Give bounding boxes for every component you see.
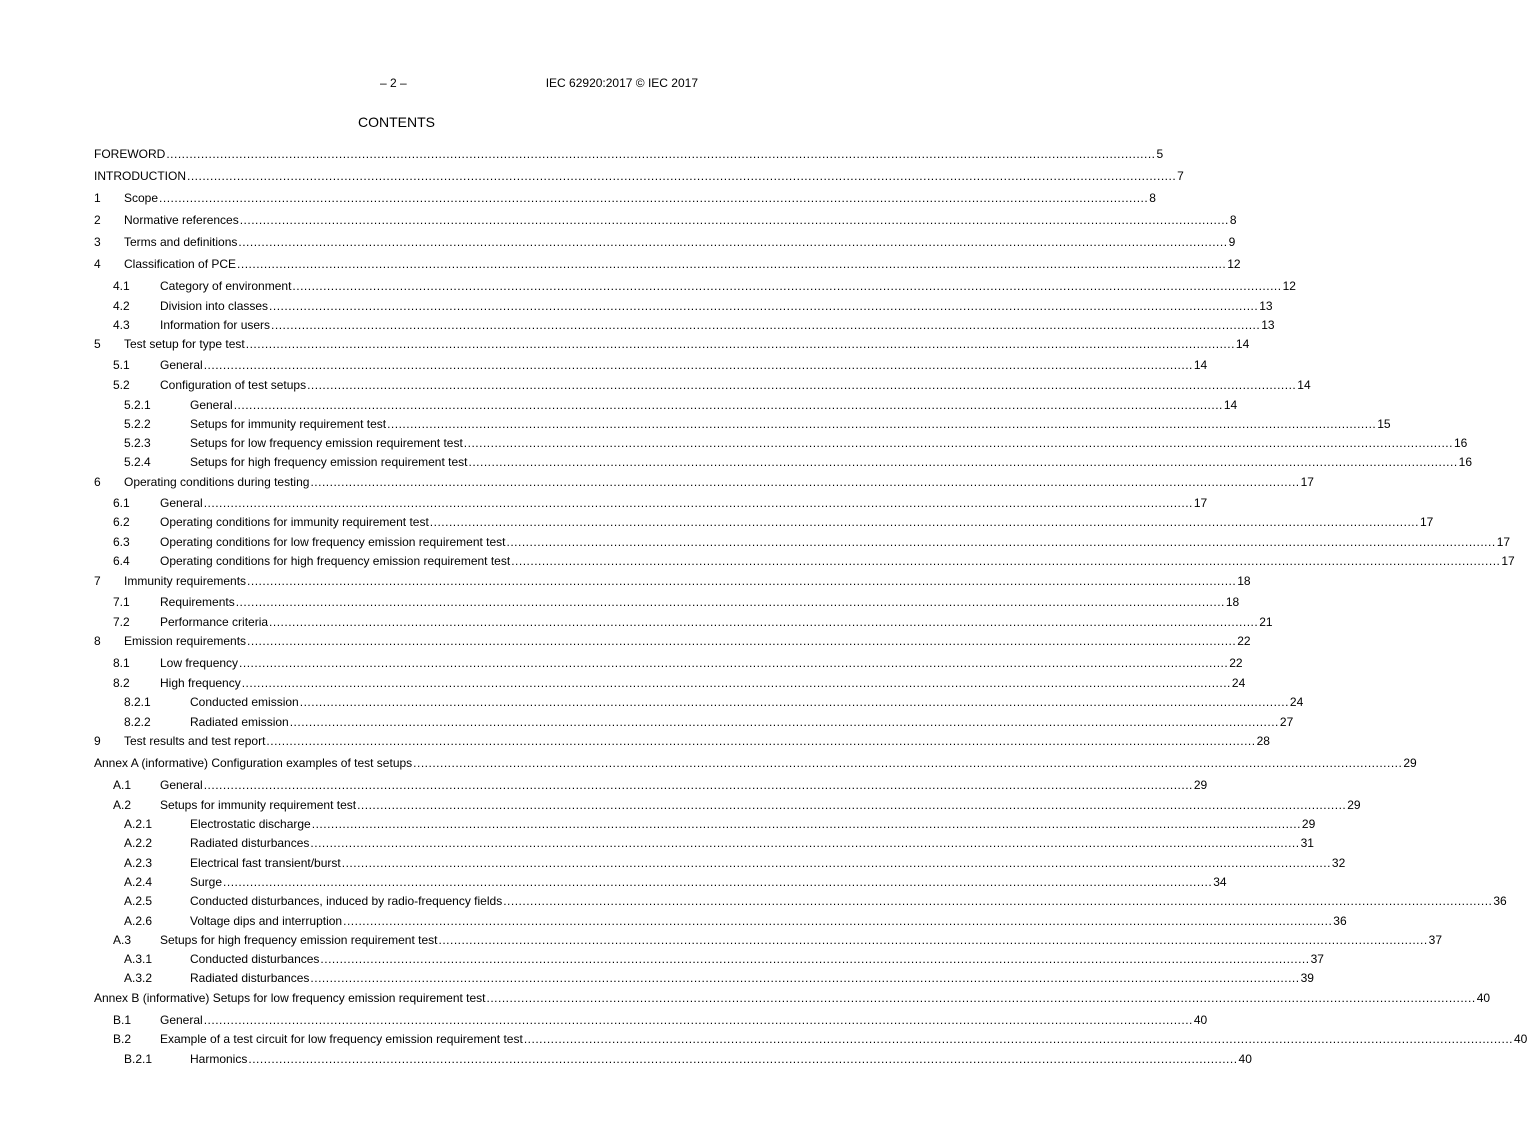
toc-dot-leader: .................................................................................................................................................................................................................................................................. [237,257,1227,271]
toc-entry-label: FOREWORD [94,147,166,161]
toc-entry[interactable] [94,454,1473,470]
toc-entry-page: 14 [1235,337,1250,351]
toc-entry-label: INTRODUCTION [94,169,186,183]
toc-entry-page: 29 [1347,798,1361,812]
toc-entry-label: Requirements [160,595,235,609]
toc-entry[interactable] [94,1012,1208,1028]
toc-dot-leader: .................................................................................................................................................................................................................................................................. [247,574,1237,588]
toc-entry-page: 40 [1238,1052,1252,1066]
toc-dot-leader: .................................................................................................................................................................................................................................................................. [233,398,1223,412]
toc-entry-number: A.2.2 [124,836,153,850]
toc-entry[interactable] [94,377,1311,393]
toc-entry-page: 5 [1156,147,1164,161]
toc-entry-page: 31 [1300,836,1314,850]
toc-entry-label: General [160,1013,203,1027]
toc-entry-label: Configuration of test setups [160,378,307,392]
toc-entry-page: 29 [1193,778,1208,792]
toc-entry-page: 29 [1301,817,1316,831]
toc-dot-leader: .................................................................................................................................................................................................................................................................. [438,933,1428,947]
toc-dot-leader: .................................................................................................................................................................................................................................................................. [239,213,1229,227]
toc-entry-number: 5.2 [113,378,130,392]
toc-entry-number: A.2.5 [124,894,153,908]
toc-entry-page: 7 [1177,169,1184,183]
toc-entry[interactable] [94,990,1491,1006]
toc-entry-number: 6.3 [113,535,130,549]
toc-entry-page: 24 [1231,676,1246,690]
toc-entry[interactable] [94,755,1417,771]
toc-dot-leader: .................................................................................................................................................................................................................................................................. [511,554,1501,568]
toc-entry-label: Operating conditions for high frequency emission requirement test [160,554,511,568]
toc-entry-label: High frequency [160,676,241,690]
toc-entry[interactable] [94,474,1314,490]
toc-entry-number: 5.2.4 [124,455,151,469]
toc-entry-number: 5.2.3 [124,436,151,450]
toc-dot-leader: .................................................................................................................................................................................................................................................................. [310,475,1300,489]
toc-entry-number: 6 [94,475,101,489]
toc-entry-page: 12 [1282,279,1296,293]
toc-entry[interactable] [94,168,1184,184]
toc-entry-label: Operating conditions for low frequency emission requirement test [160,535,506,549]
toc-entry[interactable] [94,553,1515,569]
toc-entry[interactable] [94,970,1314,986]
toc-entry-label: Category of environment [160,279,292,293]
toc-entry-number: 4.3 [113,318,130,332]
toc-entry[interactable] [94,777,1208,793]
toc-entry-number: 7 [94,574,101,588]
toc-entry-number: 7.2 [113,615,130,629]
toc-entry-number: 6.4 [113,554,130,568]
toc-dot-leader: .................................................................................................................................................................................................................................................................. [266,734,1256,748]
toc-entry-page: 40 [1476,991,1491,1005]
toc-entry-page: 15 [1377,417,1391,431]
toc-entry-label: Operating conditions for immunity requirement test [160,515,429,529]
toc-dot-leader: .................................................................................................................................................................................................................................................................. [235,595,1225,609]
toc-entry[interactable] [94,874,1227,890]
toc-entry-label: Radiated disturbances [190,971,310,985]
toc-entry[interactable] [94,573,1251,589]
toc-entry-label: Operating conditions during testing [124,475,310,489]
toc-entry-page: 17 [1501,554,1515,568]
toc-entry-page: 18 [1225,595,1240,609]
toc-entry[interactable] [94,594,1240,610]
toc-entry[interactable] [94,951,1324,967]
toc-dot-leader: .................................................................................................................................................................................................................................................................. [320,952,1310,966]
toc-entry-label: Setups for immunity requirement test [190,417,387,431]
toc-entry-page: 17 [1419,515,1434,529]
toc-entry[interactable] [94,1051,1252,1067]
toc-dot-leader: .................................................................................................................................................................................................................................................................. [289,715,1279,729]
toc-entry-page: 8 [1229,213,1237,227]
toc-dot-leader: .................................................................................................................................................................................................................................................................. [523,1032,1513,1046]
toc-entry-number: 6.2 [113,515,130,529]
toc-entry-page: 9 [1228,235,1236,249]
toc-dot-leader: .................................................................................................................................................................................................................................................................. [468,455,1458,469]
toc-entry-number: 8.2 [113,676,130,690]
toc-entry-label: Normative references [124,213,239,227]
toc-entry-label: Division into classes [160,299,269,313]
toc-entry-label: Electrical fast transient/burst [190,856,341,870]
toc-entry[interactable] [94,797,1361,813]
toc-entry-page: 29 [1403,756,1417,770]
document-reference: IEC 62920:2017 © IEC 2017 [545,76,698,90]
toc-entry[interactable] [94,146,1164,162]
toc-entry[interactable] [94,675,1246,691]
toc-entry-number: B.2.1 [124,1052,153,1066]
toc-entry-page: 37 [1428,933,1443,947]
toc-entry-label: Scope [124,191,159,205]
toc-entry-page: 16 [1453,436,1468,450]
toc-entry[interactable] [94,733,1270,749]
toc-entry-page: 17 [1496,535,1511,549]
toc-entry-page: 34 [1213,875,1227,889]
toc-entry-number: 5.2.1 [124,398,151,412]
toc-entry-page: 13 [1259,299,1273,313]
toc-dot-leader: .................................................................................................................................................................................................................................................................. [292,279,1282,293]
toc-dot-leader: .................................................................................................................................................................................................................................................................. [310,836,1300,850]
toc-dot-leader: .................................................................................................................................................................................................................................................................. [203,496,1193,510]
toc-dot-leader: .................................................................................................................................................................................................................................................................. [357,798,1347,812]
toc-entry-label: Setups for high frequency emission requirement test [190,455,468,469]
toc-entry-page: 39 [1300,971,1314,985]
toc-dot-leader: .................................................................................................................................................................................................................................................................. [241,676,1231,690]
toc-entry[interactable] [94,913,1347,929]
toc-entry[interactable] [94,278,1296,294]
toc-entry-number: 2 [94,213,101,227]
toc-entry-number: 4.2 [113,299,130,313]
toc-dot-leader: .................................................................................................................................................................................................................................................................. [413,756,1403,770]
toc-dot-leader: .................................................................................................................................................................................................................................................................. [310,971,1300,985]
toc-entry[interactable] [94,514,1434,530]
toc-entry-page: 22 [1237,634,1251,648]
toc-entry-label: Information for users [160,318,271,332]
toc-entry-label: Test results and test report [124,734,266,748]
toc-entry[interactable] [94,932,1443,948]
toc-entry-number: 8.1 [113,656,130,670]
page-header [94,76,698,92]
toc-entry-label: Annex B (informative) Setups for low frequency emission requirement test [94,991,486,1005]
toc-dot-leader: .................................................................................................................................................................................................................................................................. [269,615,1259,629]
toc-entry-label: Voltage dips and interruption [190,914,343,928]
toc-entry-number: B.1 [113,1013,132,1027]
toc-entry-page: 14 [1223,398,1238,412]
toc-dot-leader: .................................................................................................................................................................................................................................................................. [429,515,1419,529]
toc-entry-number: A.2.1 [124,817,153,831]
toc-entry-page: 27 [1279,715,1294,729]
toc-entry[interactable] [94,893,1507,909]
toc-entry-number: 4.1 [113,279,130,293]
toc-entry-page: 28 [1256,734,1270,748]
toc-entry-number: 8 [94,634,101,648]
toc-entry-label: Conducted emission [190,695,299,709]
toc-dot-leader: .................................................................................................................................................................................................................................................................. [166,147,1156,161]
toc-dot-leader: .................................................................................................................................................................................................................................................................. [223,875,1213,889]
toc-entry-number: A.3.2 [124,971,153,985]
toc-entry-number: A.2.4 [124,875,153,889]
toc-dot-leader: .................................................................................................................................................................................................................................................................. [269,299,1259,313]
toc-entry[interactable] [94,1031,1527,1047]
toc-entry-label: Performance criteria [160,615,269,629]
toc-entry[interactable] [94,212,1237,228]
toc-entry[interactable] [94,816,1316,832]
toc-entry[interactable] [94,714,1294,730]
toc-entry-page: 32 [1331,856,1346,870]
toc-entry-number: 5 [94,337,101,351]
toc-entry[interactable] [94,534,1511,550]
toc-dot-leader: .................................................................................................................................................................................................................................................................. [387,417,1377,431]
toc-entry-number: 5.2.2 [124,417,151,431]
toc-entry-label: Electrostatic discharge [190,817,311,831]
toc-dot-leader: .................................................................................................................................................................................................................................................................. [503,894,1493,908]
toc-dot-leader: .................................................................................................................................................................................................................................................................. [299,695,1289,709]
toc-entry-page: 37 [1310,952,1324,966]
toc-entry-page: 13 [1261,318,1275,332]
toc-entry[interactable] [94,495,1208,511]
toc-entry[interactable] [94,190,1156,206]
toc-entry-number: 8.2.2 [124,715,151,729]
toc-entry-label: Conducted disturbances, induced by radio-frequency fields [190,894,503,908]
toc-entry-page: 8 [1149,191,1156,205]
toc-entry[interactable] [94,416,1391,432]
toc-entry[interactable] [94,694,1304,710]
toc-entry[interactable] [94,256,1241,272]
toc-entry-number: 9 [94,734,101,748]
toc-dot-leader: .................................................................................................................................................................................................................................................................. [506,535,1496,549]
toc-entry-page: 36 [1493,894,1507,908]
toc-entry-page: 40 [1193,1013,1208,1027]
toc-entry[interactable] [94,397,1238,413]
toc-dot-leader: .................................................................................................................................................................................................................................................................. [248,1052,1238,1066]
toc-entry-number: A.1 [113,778,132,792]
toc-entry-label: General [190,398,233,412]
toc-entry-page: 24 [1289,695,1304,709]
toc-dot-leader: .................................................................................................................................................................................................................................................................. [247,634,1237,648]
toc-entry[interactable] [94,234,1236,250]
toc-entry-label: Setups for low frequency emission requirement test [190,436,463,450]
toc-dot-leader: .................................................................................................................................................................................................................................................................. [343,914,1333,928]
toc-dot-leader: .................................................................................................................................................................................................................................................................. [463,436,1453,450]
toc-entry-label: Emission requirements [124,634,247,648]
toc-entry-label: Setups for high frequency emission requirement test [160,933,438,947]
toc-entry-number: A.3.1 [124,952,153,966]
toc-entry-number: B.2 [113,1032,132,1046]
toc-entry-label: Radiated disturbances [190,836,310,850]
toc-entry-page: 17 [1193,496,1208,510]
toc-entry-label: Surge [190,875,223,889]
toc-entry-page: 14 [1193,358,1208,372]
toc-dot-leader: .................................................................................................................................................................................................................................................................. [307,378,1297,392]
toc-entry-label: Test setup for type test [124,337,245,351]
toc-entry-page: 16 [1458,455,1473,469]
toc-dot-leader: .................................................................................................................................................................................................................................................................. [203,358,1193,372]
toc-entry-page: 12 [1227,257,1241,271]
toc-dot-leader: .................................................................................................................................................................................................................................................................. [203,778,1193,792]
toc-entry-number: 1 [94,191,101,205]
toc-dot-leader: .................................................................................................................................................................................................................................................................. [239,656,1229,670]
contents-title: CONTENTS [358,114,435,130]
toc-entry[interactable] [94,336,1250,352]
toc-entry[interactable] [94,317,1275,333]
toc-dot-leader: .................................................................................................................................................................................................................................................................. [187,169,1177,183]
toc-entry-number: A.2.3 [124,856,153,870]
page-number: – 2 – [380,76,407,90]
toc-entry-number: A.3 [113,933,132,947]
toc-entry[interactable] [94,435,1468,451]
toc-entry-page: 14 [1297,378,1311,392]
toc-entry-label: Radiated emission [190,715,289,729]
toc-entry[interactable] [94,855,1346,871]
toc-dot-leader: .................................................................................................................................................................................................................................................................. [486,991,1476,1005]
toc-entry[interactable] [94,614,1273,630]
toc-entry-number: A.2.6 [124,914,153,928]
toc-dot-leader: .................................................................................................................................................................................................................................................................. [271,318,1261,332]
toc-entry-number: 5.1 [113,358,130,372]
toc-entry[interactable] [94,357,1208,373]
toc-entry-label: Annex A (informative) Configuration examples of test setups [94,756,413,770]
toc-entry-label: General [160,496,203,510]
toc-entry-number: 7.1 [113,595,130,609]
toc-entry-number: A.2 [113,798,132,812]
toc-entry-page: 17 [1300,475,1314,489]
toc-entry-page: 40 [1514,1032,1527,1046]
toc-entry-label: Harmonics [190,1052,248,1066]
toc-entry[interactable] [94,655,1243,671]
toc-entry-label: Low frequency [160,656,239,670]
toc-entry-label: General [160,778,203,792]
toc-entry-page: 21 [1259,615,1273,629]
toc-entry-number: 3 [94,235,101,249]
toc-dot-leader: .................................................................................................................................................................................................................................................................. [311,817,1301,831]
toc-entry[interactable] [94,298,1273,314]
toc-entry-label: General [160,358,203,372]
toc-entry[interactable] [94,633,1251,649]
toc-entry[interactable] [94,835,1314,851]
toc-entry-label: Example of a test circuit for low frequency emission requirement test [160,1032,523,1046]
toc-entry-page: 22 [1229,656,1243,670]
toc-entry-label: Classification of PCE [124,257,237,271]
toc-entry-label: Setups for immunity requirement test [160,798,357,812]
toc-entry-label: Conducted disturbances [190,952,320,966]
toc-dot-leader: .................................................................................................................................................................................................................................................................. [238,235,1228,249]
toc-entry-number: 4 [94,257,101,271]
toc-entry-page: 36 [1333,914,1347,928]
toc-entry-label: Terms and definitions [124,235,238,249]
toc-dot-leader: .................................................................................................................................................................................................................................................................. [159,191,1149,205]
toc-entry-number: 8.2.1 [124,695,151,709]
toc-entry-number: 6.1 [113,496,130,510]
toc-dot-leader: .................................................................................................................................................................................................................................................................. [203,1013,1193,1027]
toc-dot-leader: .................................................................................................................................................................................................................................................................. [245,337,1235,351]
toc-entry-page: 18 [1237,574,1251,588]
toc-entry-label: Immunity requirements [124,574,247,588]
toc-dot-leader: .................................................................................................................................................................................................................................................................. [341,856,1331,870]
